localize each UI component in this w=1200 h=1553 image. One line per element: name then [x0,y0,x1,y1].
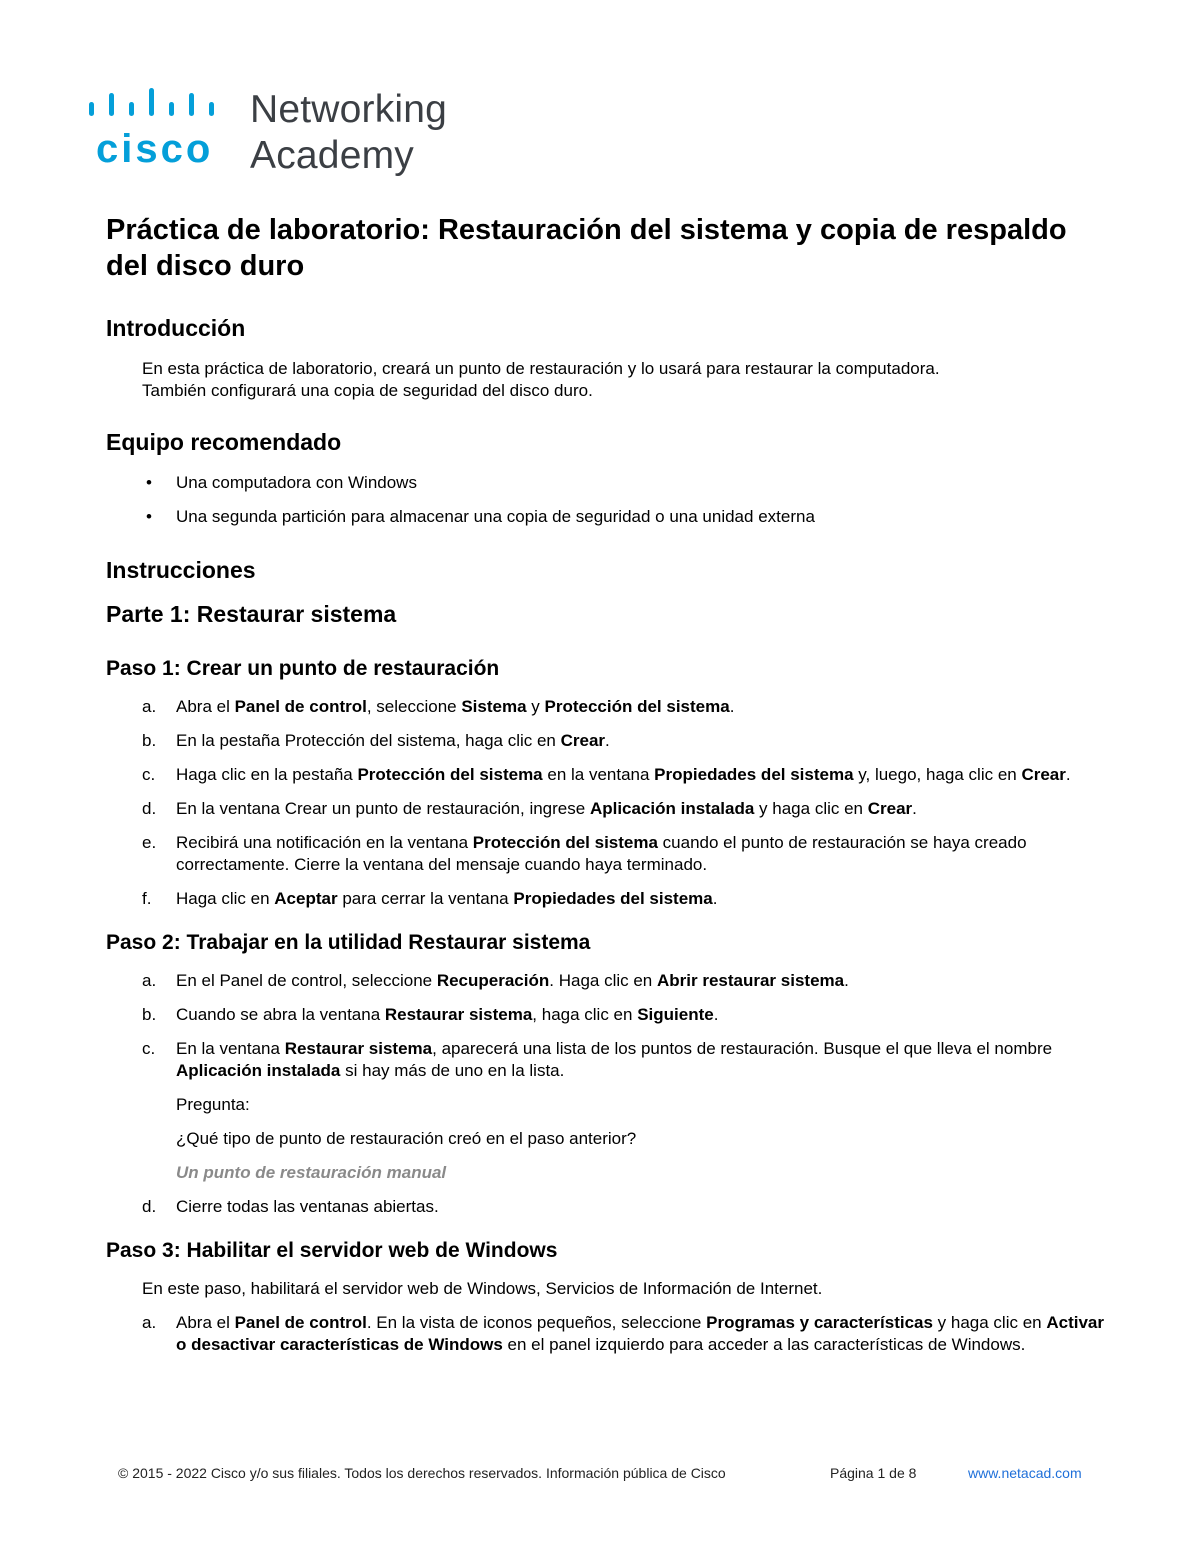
text: y haga clic en [932,1313,1047,1332]
text: . Haga clic en [549,971,657,990]
question-label: Pregunta: [176,1095,250,1114]
step-1c [142,764,1106,786]
text: Abra el [176,1313,235,1332]
step-3-intro: En este paso, habilitará el servidor web de Windows, Servicios de Información de Internet. [142,1279,823,1298]
step-2a [142,970,1106,992]
bold-text: Aplicación instalada [176,1061,341,1080]
text: Haga clic en la pestaña [176,765,358,784]
logo-networking: Networking [250,88,448,131]
text: . [605,731,610,750]
page-title: Práctica de laboratorio: Restauración del sistema y copia de respaldo del disco duro [106,214,1067,282]
step-3-list [142,1312,1106,1356]
list-marker: f. [142,889,152,908]
equipment-item-2: Una segunda partición para almacenar una copia de seguridad o una unidad externa [176,507,815,526]
document-content [106,212,1106,1368]
bullet-icon: • [146,507,152,526]
bold-text: Crear [560,731,606,750]
list-marker: d. [142,799,157,818]
bold-text: Restaurar sistema [384,1005,533,1024]
bold-text: Protección del sistema [472,833,658,852]
text: . [844,971,849,990]
bold-text: Crear [1021,765,1066,784]
text: cuando el punto de restauración se haya creado correctamente. Cierre la ventana del mensaje cuando haya terminado. [176,833,1027,874]
text: Cierre todas las ventanas abiertas. [176,1197,439,1216]
step-1-list [142,696,1106,910]
step-1f [142,888,1106,910]
logo-academy: Academy [250,134,414,177]
bold-text: Abrir restaurar sistema [657,971,845,990]
text: . [712,889,718,908]
text: , haga clic en [532,1005,638,1024]
text: . [1065,765,1071,784]
text: , seleccione [366,697,462,716]
list-item [142,506,1106,528]
list-marker: c. [142,1039,156,1058]
bold-text: Panel de control [234,697,367,716]
heading-introduccion: Introducción [106,315,246,341]
text: en la ventana [542,765,655,784]
bold-text: Propiedades del sistema [513,889,713,908]
text: y [526,697,545,716]
text: para cerrar la ventana [337,889,514,908]
list-marker: a. [142,1313,157,1332]
text: , aparecerá una lista de los puntos de restauración. Busque el que lleva el nombre [432,1039,1053,1058]
text: en el panel izquierdo para acceder a las características de Windows. [502,1335,1026,1354]
list-marker: e. [142,833,157,852]
bold-text: Propiedades del sistema [654,765,854,784]
answer-text: Un punto de restauración manual [176,1163,447,1182]
bold-text: Sistema [461,697,527,716]
bold-text: Protección del sistema [357,765,543,784]
text: . En la vista de iconos pequeños, seleccione [366,1313,707,1332]
bold-text: Panel de control [234,1313,367,1332]
step-2-list [142,970,1106,1218]
heading-paso-3: Paso 3: Habilitar el servidor web de Windows [106,1239,558,1262]
text: . [912,799,917,818]
bold-text: Aplicación instalada [589,799,755,818]
step-2b [142,1004,1106,1026]
heading-paso-1: Paso 1: Crear un punto de restauración [106,657,500,680]
bold-text: Crear [867,799,913,818]
list-marker: b. [142,1005,157,1024]
intro-line-2: También configurará una copia de seguridad del disco duro. [142,381,593,400]
text: Abra el [176,697,235,716]
bold-text: Programas y características [706,1313,933,1332]
text: Haga clic en [176,889,275,908]
heading-equipo-recomendado: Equipo recomendado [106,429,342,455]
text: Recibirá una notificación en la ventana [176,833,473,852]
bold-text: Protección del sistema [544,697,730,716]
step-1b [142,730,1106,752]
list-marker: c. [142,765,156,784]
text: Cuando se abra la ventana [176,1005,385,1024]
step-2c-text [176,1038,1106,1082]
step-1d [142,798,1106,820]
question-text: ¿Qué tipo de punto de restauración creó en el paso anterior? [176,1129,637,1148]
heading-paso-2: Paso 2: Trabajar en la utilidad Restaurar sistema [106,931,591,954]
footer-link[interactable]: www.netacad.com [968,1465,1082,1481]
text: En el Panel de control, seleccione [176,971,437,990]
text: En la ventana [176,1039,285,1058]
text: . [713,1005,719,1024]
footer-page-number: Página 1 de 8 [830,1465,917,1481]
step-1e [142,832,1106,876]
text: y haga clic en [754,799,868,818]
heading-instrucciones: Instrucciones [106,557,256,583]
list-marker: b. [142,731,157,750]
step-1a [142,696,1106,718]
intro-text [142,358,1106,402]
text: En la ventana Crear un punto de restauración, ingrese [176,799,590,818]
step-2d [142,1196,1106,1218]
heading-parte-1: Parte 1: Restaurar sistema [106,601,397,627]
text: y, luego, haga clic en [853,765,1022,784]
list-marker: a. [142,971,157,990]
cisco-logo-icon [86,88,246,168]
footer-copyright: © 2015 - 2022 Cisco y/o sus filiales. Todos los derechos reservados. Información pública de Cisco [118,1465,726,1481]
bullet-icon: • [146,473,152,492]
text: En la pestaña Protección del sistema, haga clic en [176,731,561,750]
text: si hay más de uno en la lista. [340,1061,565,1080]
equipment-item-1: Una computadora con Windows [176,473,417,492]
text: . [729,697,735,716]
cisco-networking-academy-logo [86,88,486,178]
intro-line-1: En esta práctica de laboratorio, creará un punto de restauración y lo usará para restaurar la computadora. [142,359,940,378]
bold-text: Restaurar sistema [284,1039,433,1058]
list-marker: d. [142,1197,157,1216]
step-3a [142,1312,1106,1356]
page-footer [118,1465,1098,1485]
list-marker: a. [142,697,157,716]
bold-text: Aceptar [274,889,338,908]
step-2c [142,1038,1106,1184]
bold-text: Activar o desactivar características de Windows [176,1313,1104,1354]
bold-text: Recuperación [436,971,550,990]
equipment-list [142,472,1106,528]
bold-text: Siguiente [637,1005,714,1024]
list-item [142,472,1106,494]
cisco-wordmark: cisco [96,127,214,168]
